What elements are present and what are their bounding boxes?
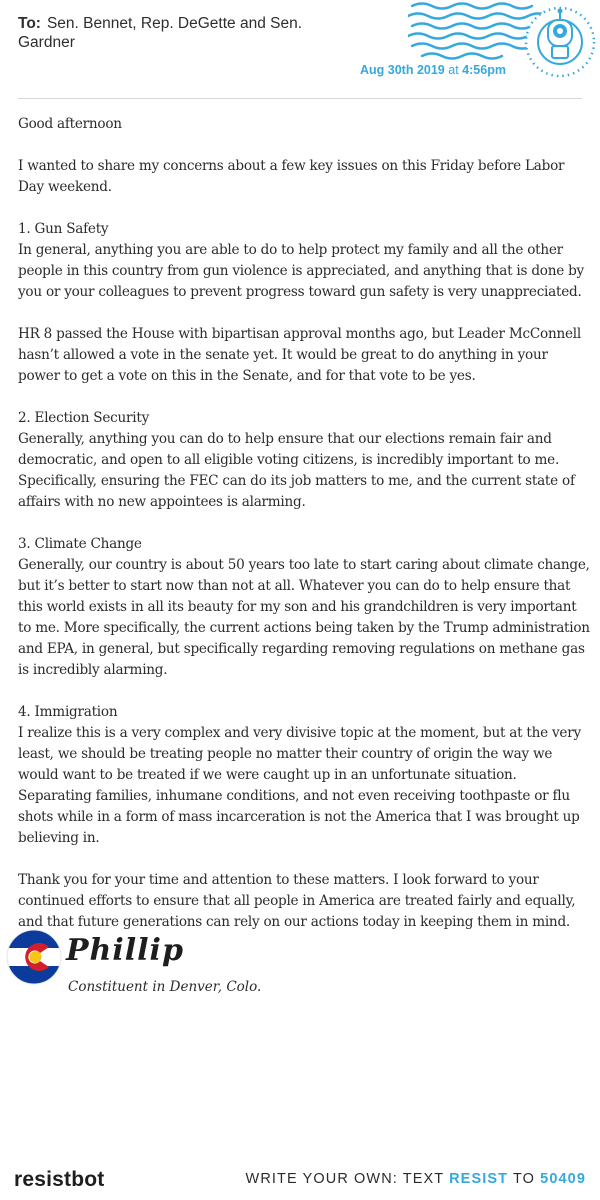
section-paragraph: HR 8 passed the House with bipartisan approval months ago, but Leader McConnell hasn’t allowed a vote in the senate yet. It would be great to do anything in your power to get a vote on this in the Senate, and for that vote to be yes. bbox=[18, 326, 581, 384]
header-divider bbox=[18, 98, 582, 99]
greeting: Good afternoon bbox=[18, 116, 122, 132]
section-paragraph: In general, anything you are able to do to help protect my family and all the other people in this country from gun violence is appreciated, and anything that is done by you or your colleagues to prevent progress toward gun safety is very unappreciated. bbox=[18, 242, 584, 300]
signature-subtitle: Constituent in Denver, Colo. bbox=[68, 979, 262, 995]
letter-header bbox=[0, 0, 600, 100]
section-heading: 2. Election Security bbox=[18, 410, 150, 426]
section-paragraph: Generally, our country is about 50 years too late to start caring about climate change, but it’s better to start now than not at all. Whatever you can do to help ensure that this world exists in all its beauty for my son and his grandchildren is very important to me. More specifically, the current actions being taken by the Trump administration and EPA, in general, but specifically regarding removing regulations on methane gas is incredibly alarming. bbox=[18, 557, 590, 678]
section-heading: 4. Immigration bbox=[18, 704, 118, 720]
section-paragraph: Generally, anything you can do to help ensure that our elections remain fair and democratic, and open to all eligible voting citizens, is incredibly important to me. Specifically, ensuring the FEC can do its job matters to me, and the current state of affairs with no new appointees is alarming. bbox=[18, 431, 575, 510]
cta-to: TO bbox=[508, 1171, 541, 1187]
closing-paragraph: Thank you for your time and attention to these matters. I look forward to your continued efforts to ensure that all people in America are treated fairly and equally, and that future generations can rely on our actions today in keeping them in mind. bbox=[18, 872, 576, 930]
letter-body bbox=[18, 114, 590, 954]
recipients-names: Sen. Bennet, Rep. DeGette and Sen. Gardner bbox=[18, 15, 303, 51]
timestamp-time: 4:56pm bbox=[462, 63, 506, 77]
signature-block bbox=[0, 925, 600, 1005]
to-label: To: bbox=[18, 15, 41, 32]
footer bbox=[0, 1160, 600, 1200]
intro-paragraph: I wanted to share my concerns about a few key issues on this Friday before Labor Day weekend. bbox=[18, 158, 565, 195]
cta-prefix: WRITE YOUR OWN: TEXT bbox=[245, 1171, 450, 1187]
call-to-action bbox=[246, 1171, 586, 1187]
cta-keyword: RESIST bbox=[449, 1171, 509, 1187]
section-heading: 3. Climate Change bbox=[18, 536, 142, 552]
sent-timestamp bbox=[360, 63, 506, 77]
timestamp-date: Aug 30th 2019 bbox=[360, 63, 445, 77]
brand-logo: resistbot bbox=[14, 1168, 105, 1191]
colorado-flag-icon bbox=[6, 929, 62, 985]
timestamp-at: at bbox=[448, 63, 459, 77]
recipients-line bbox=[18, 14, 358, 52]
section-heading: 1. Gun Safety bbox=[18, 221, 109, 237]
section-paragraph: I realize this is a very complex and very divisive topic at the moment, but at the very least, we should be treating people no matter their country of origin the way we would want to be treated if we were caught up in an unfortunate situation. Separating families, inhumane conditions, and not even receiving toothpaste or flu shots while in a form of mass incarceration is not the America that I was brought up believing in. bbox=[18, 725, 581, 846]
cta-number: 50409 bbox=[540, 1171, 586, 1187]
signature-name: Phillip bbox=[66, 933, 184, 968]
